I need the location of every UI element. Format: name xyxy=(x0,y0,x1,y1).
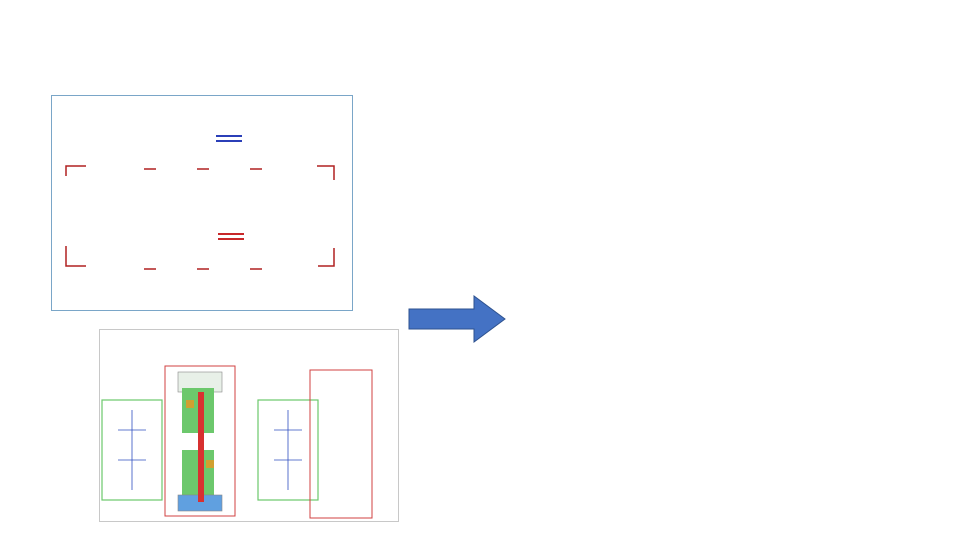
figure-planar-finfet xyxy=(99,329,399,522)
right-arrow-icon xyxy=(408,295,506,343)
flow-arrows xyxy=(66,166,334,269)
mask1-bars xyxy=(216,135,242,142)
mask2-bars xyxy=(218,233,244,240)
planar-gate xyxy=(198,392,204,502)
figure-coloring-stitching xyxy=(51,95,353,311)
finfet-schematic xyxy=(274,410,302,490)
planar-contact xyxy=(186,400,194,408)
planar-schematic xyxy=(118,410,146,490)
planar-contact xyxy=(206,460,214,468)
coloring-diagram xyxy=(52,96,352,310)
slide-title xyxy=(64,16,944,51)
planar-finfet-diagram xyxy=(100,330,398,521)
finfet-layout-frame xyxy=(310,370,372,518)
